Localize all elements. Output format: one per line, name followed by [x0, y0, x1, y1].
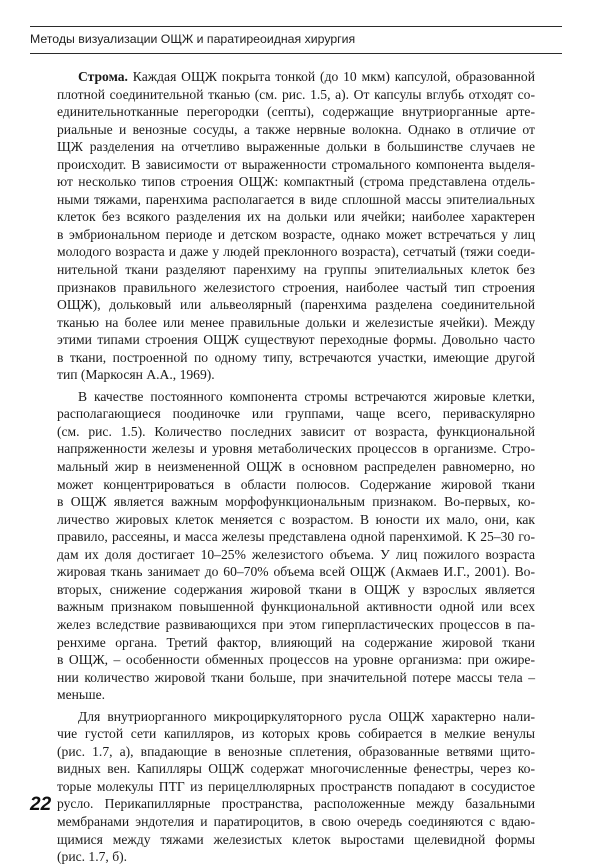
- text-line: плотной соединительной тканью (см. рис. 1.5, а). От капсулы вглубь отходят со-: [57, 86, 535, 102]
- text-line: Для внутриорганного микроциркуляторного русла ОЩЖ характерно нали-: [78, 708, 535, 724]
- text-line: единительнотканные перегородки (септы), содержащие внутриорганные арте-: [57, 104, 535, 120]
- text-line: правило, рассеяны, и масса железы представлена одной паренхимой. К 25–30 го-: [57, 529, 535, 545]
- text-line: ными тяжами, паренхима располагается в виде сплошной массы эпителиальных: [57, 191, 535, 207]
- text-line: щимися между тяжами железистых клеток выростами щелевидной формы: [57, 831, 535, 847]
- running-header: [30, 26, 562, 54]
- text-line: мальный жир в неизмененной ОЩЖ в основном распределен равномерно, но: [57, 459, 535, 475]
- lead-term: Строма.: [78, 69, 128, 84]
- text-line: (см. рис. 1.5). Количество последних зависит от возраста, функциональной: [57, 423, 535, 439]
- page-number: 22: [30, 794, 52, 815]
- text-line: желез вследствие развивающихся при этом гиперпластических процессов в па-: [57, 616, 535, 632]
- text-line: русло. Перикапиллярные пространства, расположенные между базальными: [57, 796, 535, 812]
- paragraph-stroma: [57, 68, 535, 384]
- text-line: молодого возраста и даже у людей преклонного возраста), сетчатый (тяжи соеди-: [57, 244, 535, 260]
- text-line: происходит. В зависимости от выраженности стромального компонента выделя-: [57, 156, 535, 172]
- text-line: (рис. 1.7, б).: [57, 849, 128, 865]
- paragraph-fat-cells: [57, 388, 535, 704]
- text-line: может концентрироваться в области полюсов. Содержание жировой ткани: [57, 476, 535, 492]
- text-line: в ОЩЖ, – особенности обменных процессов на уровне организма: при ожире-: [57, 652, 535, 668]
- text-line: в ткани, построенной по одному типу, встречаются участки, имеющие другой: [57, 349, 535, 365]
- text-line: мембранами эндотелия и паратироцитов, в свою очередь соединяются с вдаю-: [57, 813, 535, 829]
- text-line: клеток без всякого разделения их на дольки или ячейки; наиболее характерен: [57, 209, 535, 225]
- text-line: напряженности железы и уровня метаболических процессов в организме. Стро-: [57, 441, 535, 457]
- text-line: риальные и венозные сосуды, а также нервные волокна. Однако в отличие от: [57, 121, 535, 137]
- text-line: вторых, снижение содержания жировой ткани в ОЩЖ у взрослых является: [57, 581, 535, 597]
- text-line: жировая ткань занимает до 60–70% объема всей ОЩЖ (Акмаев И.Г., 2001). Во-: [57, 564, 535, 580]
- text-line: важным признаком повышенной функциональной активности одной или всех: [57, 599, 535, 615]
- running-header-title: Методы визуализации ОЩЖ и паратиреоидная хирургия: [30, 32, 356, 46]
- text-line: ОЩЖ), дольковый или альвеолярный (паренхима разделена соединительной: [57, 297, 535, 313]
- paragraph-microcirculation: [57, 708, 535, 866]
- text-line: нии количество жировой ткани больше, при значительной потере массы тела –: [57, 669, 535, 685]
- text-line: тип (Маркосян А.А., 1969).: [57, 367, 215, 383]
- text-line: дам их доля достигает 10–25% железистого объема. У лиц пожилого возраста: [57, 546, 535, 562]
- text-line: Строма. Каждая ОЩЖ покрыта тонкой (до 10 мкм) капсулой, образованной: [78, 69, 535, 84]
- text-line: (рис. 1.7, а), впадающие в венозные сплетения, образованные ветвями щито-: [57, 743, 535, 759]
- text-line: видных вен. Капилляры ОЩЖ содержат многочисленные фенестры, через ко-: [57, 761, 535, 777]
- text-line: В качестве постоянного компонента стромы встречаются жировые клетки,: [78, 388, 535, 404]
- text-line: располагающиеся поодиночке или группами, чаще всего, периваскулярно: [57, 406, 535, 422]
- text-line: этими типами строения ОЩЖ существуют переходные формы. Довольно часто: [57, 332, 535, 348]
- text-line: торые молекулы ПТГ из перицеллюлярных пространств попадают в сосудистое: [57, 778, 535, 794]
- text-line: тканью на более или менее правильные дольки и железистые ячейки). Между: [57, 314, 535, 330]
- text-line: в эмбриональном периоде и детском возрасте, однако может встречаться у лиц: [57, 226, 535, 242]
- text-line: признаков правильного железистого строения, наиболее частый тип строения: [57, 279, 535, 295]
- text-line: меньше.: [57, 687, 106, 703]
- text-line: ренхиме органа. Третий фактор, влияющий на содержание жировой ткани: [57, 634, 535, 650]
- text-line: в ОЩЖ является важным морфофункциональным признаком. Во-первых, ко-: [57, 494, 535, 510]
- text-line: чие густой сети капилляров, из которых кровь собирается в мелкие венулы: [57, 726, 535, 742]
- text-line: ют несколько типов строения ОЩЖ: компактный (строма представлена отдель-: [57, 174, 535, 190]
- text-line: ЩЖ разделения на отчетливо выраженные дольки в большинстве случаев не: [57, 139, 535, 155]
- text-line: нительной ткани разделяют паренхиму на группы эпителиальных клеток без: [57, 262, 535, 278]
- text-line: личество жировых клеток меняется с возрастом. В юности их мало, они, как: [57, 511, 535, 527]
- page-body: [57, 68, 535, 866]
